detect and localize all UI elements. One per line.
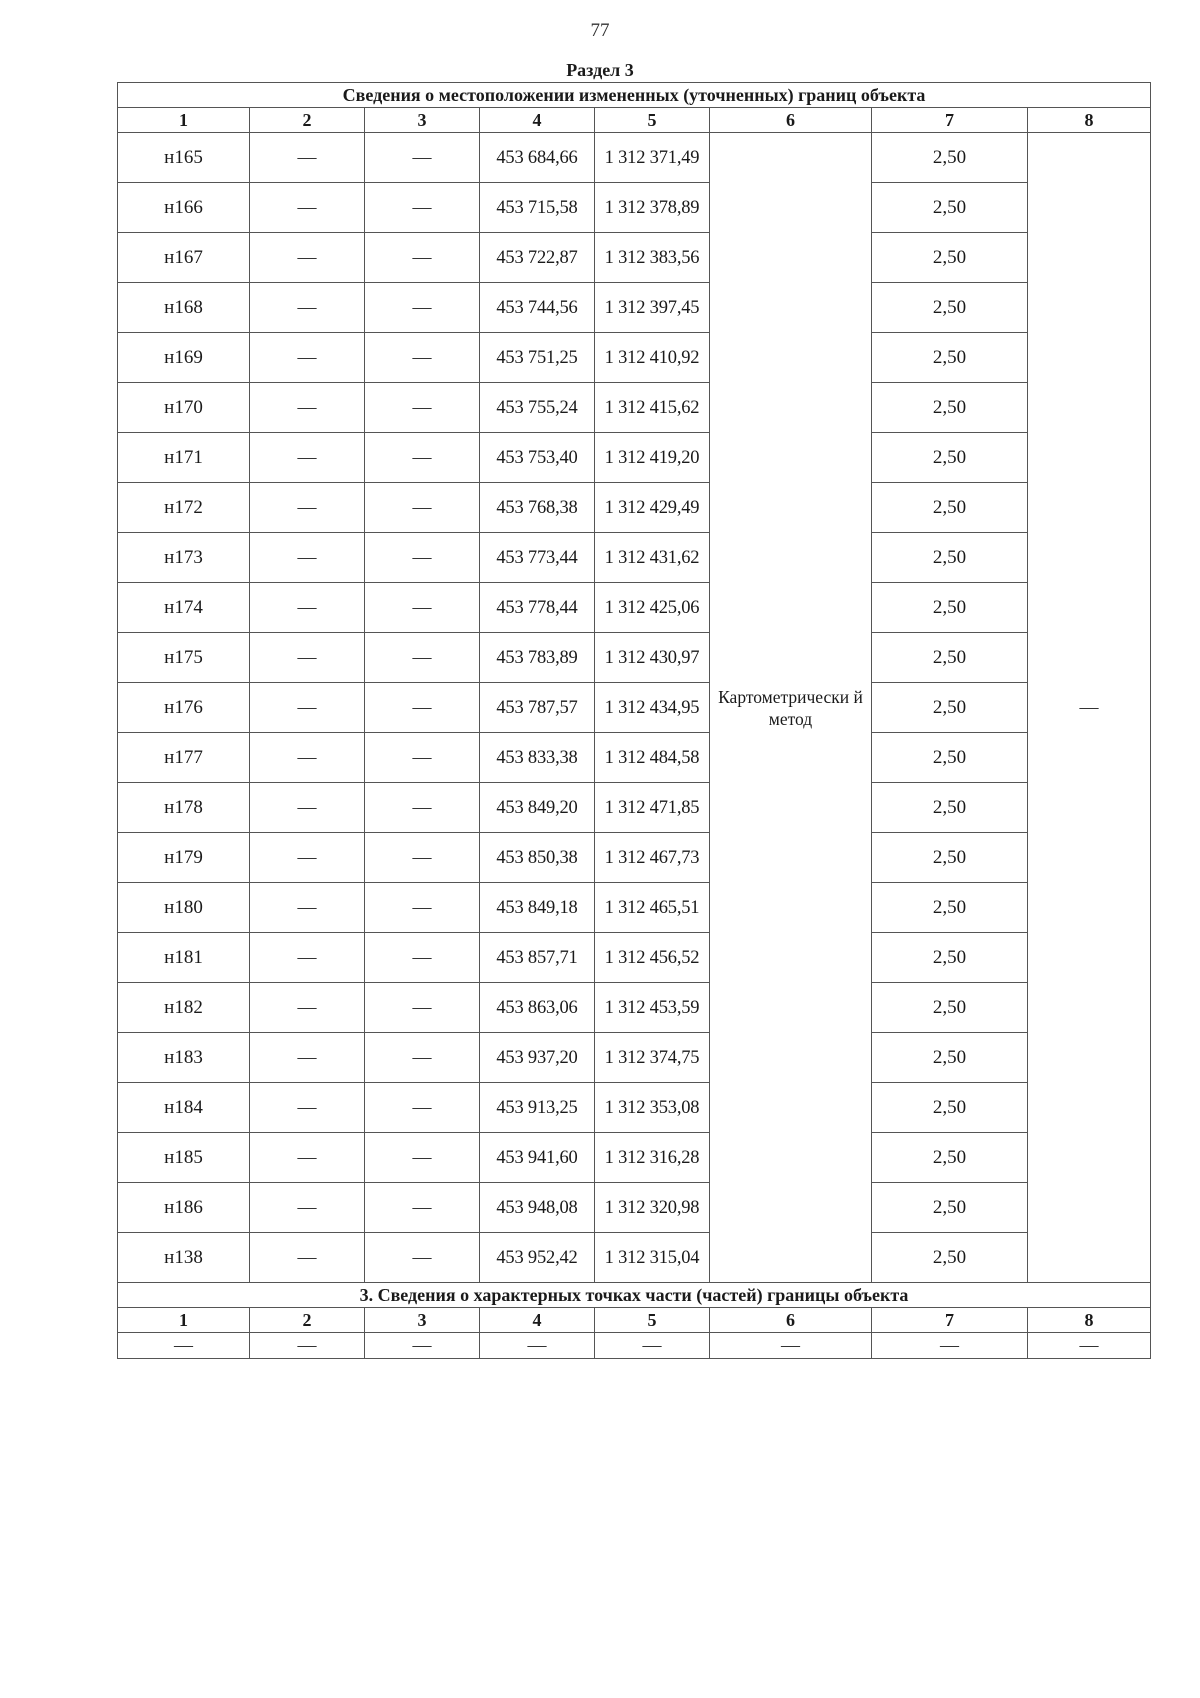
point-cell: н183	[118, 1033, 250, 1083]
point-cell: н179	[118, 833, 250, 883]
point-cell: н174	[118, 583, 250, 633]
y-coordinate-cell: 1 312 378,89	[595, 183, 710, 233]
accuracy-cell: 2,50	[872, 1083, 1028, 1133]
accuracy-cell: 2,50	[872, 383, 1028, 433]
y-coordinate-cell: 1 312 415,62	[595, 383, 710, 433]
table-row	[118, 833, 1151, 883]
col2-cell: —	[250, 883, 365, 933]
accuracy-cell: 2,50	[872, 433, 1028, 483]
col2-cell: —	[250, 133, 365, 183]
y-coordinate-cell: 1 312 320,98	[595, 1183, 710, 1233]
x-coordinate-cell: 453 850,38	[480, 833, 595, 883]
y-coordinate-cell: 1 312 419,20	[595, 433, 710, 483]
col3-cell: —	[365, 933, 480, 983]
accuracy-cell: 2,50	[872, 983, 1028, 1033]
table1-title: Сведения о местоположении измененных (уточненных) границ объекта	[118, 83, 1151, 108]
col2-cell: —	[250, 1033, 365, 1083]
col2-cell: —	[250, 1083, 365, 1133]
accuracy-cell: 2,50	[872, 283, 1028, 333]
accuracy-cell: 2,50	[872, 483, 1028, 533]
table-row	[118, 433, 1151, 483]
point-cell: н176	[118, 683, 250, 733]
table2-cell-6: —	[710, 1333, 872, 1359]
point-cell: н138	[118, 1233, 250, 1283]
y-coordinate-cell: 1 312 434,95	[595, 683, 710, 733]
y-coordinate-cell: 1 312 467,73	[595, 833, 710, 883]
col3-cell: —	[365, 1033, 480, 1083]
col3-cell: —	[365, 583, 480, 633]
col2-cell: —	[250, 1233, 365, 1283]
table-row	[118, 133, 1151, 183]
accuracy-cell: 2,50	[872, 683, 1028, 733]
y-coordinate-cell: 1 312 430,97	[595, 633, 710, 683]
point-cell: н184	[118, 1083, 250, 1133]
x-coordinate-cell: 453 722,87	[480, 233, 595, 283]
col3-cell: —	[365, 1133, 480, 1183]
col2-cell: —	[250, 733, 365, 783]
accuracy-cell: 2,50	[872, 1133, 1028, 1183]
col2-cell: —	[250, 633, 365, 683]
table2-cell-1: —	[118, 1333, 250, 1359]
table2-header-row	[118, 1308, 1151, 1333]
col3-cell: —	[365, 1083, 480, 1133]
x-coordinate-cell: 453 941,60	[480, 1133, 595, 1183]
col8-cell: —	[1028, 133, 1151, 1283]
col3-cell: —	[365, 633, 480, 683]
col3-cell: —	[365, 1233, 480, 1283]
table-row	[118, 783, 1151, 833]
point-cell: н166	[118, 183, 250, 233]
x-coordinate-cell: 453 751,25	[480, 333, 595, 383]
point-cell: н171	[118, 433, 250, 483]
col2-cell: —	[250, 433, 365, 483]
x-coordinate-cell: 453 778,44	[480, 583, 595, 633]
y-coordinate-cell: 1 312 316,28	[595, 1133, 710, 1183]
accuracy-cell: 2,50	[872, 733, 1028, 783]
method-cell: Картометрически й метод	[710, 133, 872, 1283]
col3-cell: —	[365, 683, 480, 733]
col3-cell: —	[365, 733, 480, 783]
table-row	[118, 1183, 1151, 1233]
point-cell: н178	[118, 783, 250, 833]
accuracy-cell: 2,50	[872, 533, 1028, 583]
table2-header-1: 1	[118, 1308, 250, 1333]
table1-header-3: 3	[365, 108, 480, 133]
accuracy-cell: 2,50	[872, 1033, 1028, 1083]
col2-cell: —	[250, 333, 365, 383]
x-coordinate-cell: 453 937,20	[480, 1033, 595, 1083]
col3-cell: —	[365, 883, 480, 933]
x-coordinate-cell: 453 744,56	[480, 283, 595, 333]
col2-cell: —	[250, 483, 365, 533]
col2-cell: —	[250, 683, 365, 733]
col3-cell: —	[365, 233, 480, 283]
accuracy-cell: 2,50	[872, 833, 1028, 883]
accuracy-cell: 2,50	[872, 583, 1028, 633]
y-coordinate-cell: 1 312 484,58	[595, 733, 710, 783]
table2-cell-4: —	[480, 1333, 595, 1359]
x-coordinate-cell: 453 913,25	[480, 1083, 595, 1133]
col3-cell: —	[365, 383, 480, 433]
col2-cell: —	[250, 383, 365, 433]
accuracy-cell: 2,50	[872, 333, 1028, 383]
y-coordinate-cell: 1 312 429,49	[595, 483, 710, 533]
table2-title: 3. Сведения о характерных точках части (частей) границы объекта	[118, 1283, 1151, 1308]
x-coordinate-cell: 453 773,44	[480, 533, 595, 583]
table-row	[118, 183, 1151, 233]
table-row	[118, 983, 1151, 1033]
table-row	[118, 583, 1151, 633]
col2-cell: —	[250, 833, 365, 883]
table1-header-4: 4	[480, 108, 595, 133]
x-coordinate-cell: 453 768,38	[480, 483, 595, 533]
y-coordinate-cell: 1 312 397,45	[595, 283, 710, 333]
table-row	[118, 533, 1151, 583]
y-coordinate-cell: 1 312 353,08	[595, 1083, 710, 1133]
table1-header-1: 1	[118, 108, 250, 133]
table-row	[118, 933, 1151, 983]
x-coordinate-cell: 453 715,58	[480, 183, 595, 233]
col2-cell: —	[250, 983, 365, 1033]
y-coordinate-cell: 1 312 371,49	[595, 133, 710, 183]
table2-header-2: 2	[250, 1308, 365, 1333]
accuracy-cell: 2,50	[872, 1233, 1028, 1283]
col3-cell: —	[365, 433, 480, 483]
col2-cell: —	[250, 783, 365, 833]
point-cell: н167	[118, 233, 250, 283]
accuracy-cell: 2,50	[872, 633, 1028, 683]
col3-cell: —	[365, 533, 480, 583]
x-coordinate-cell: 453 783,89	[480, 633, 595, 683]
col3-cell: —	[365, 833, 480, 883]
accuracy-cell: 2,50	[872, 133, 1028, 183]
table2-cell-7: —	[872, 1333, 1028, 1359]
x-coordinate-cell: 453 952,42	[480, 1233, 595, 1283]
table2-header-7: 7	[872, 1308, 1028, 1333]
point-cell: н181	[118, 933, 250, 983]
col2-cell: —	[250, 933, 365, 983]
x-coordinate-cell: 453 755,24	[480, 383, 595, 433]
table1-header-row	[118, 108, 1151, 133]
accuracy-cell: 2,50	[872, 933, 1028, 983]
table1-header-6: 6	[710, 108, 872, 133]
point-cell: н165	[118, 133, 250, 183]
boundary-coordinates-table	[117, 82, 1151, 1359]
table-row	[118, 1233, 1151, 1283]
table1-header-5: 5	[595, 108, 710, 133]
x-coordinate-cell: 453 857,71	[480, 933, 595, 983]
table-row	[118, 633, 1151, 683]
point-cell: н182	[118, 983, 250, 1033]
col3-cell: —	[365, 983, 480, 1033]
x-coordinate-cell: 453 753,40	[480, 433, 595, 483]
table-row	[118, 283, 1151, 333]
table2-cell-2: —	[250, 1333, 365, 1359]
y-coordinate-cell: 1 312 453,59	[595, 983, 710, 1033]
table-row	[118, 683, 1151, 733]
point-cell: н185	[118, 1133, 250, 1183]
accuracy-cell: 2,50	[872, 233, 1028, 283]
col2-cell: —	[250, 583, 365, 633]
table2-cell-3: —	[365, 1333, 480, 1359]
y-coordinate-cell: 1 312 410,92	[595, 333, 710, 383]
point-cell: н180	[118, 883, 250, 933]
accuracy-cell: 2,50	[872, 1183, 1028, 1233]
x-coordinate-cell: 453 684,66	[480, 133, 595, 183]
table-row	[118, 1133, 1151, 1183]
col3-cell: —	[365, 1183, 480, 1233]
y-coordinate-cell: 1 312 425,06	[595, 583, 710, 633]
y-coordinate-cell: 1 312 465,51	[595, 883, 710, 933]
table2-cell-5: —	[595, 1333, 710, 1359]
col2-cell: —	[250, 1133, 365, 1183]
table-row	[118, 383, 1151, 433]
col2-cell: —	[250, 183, 365, 233]
point-cell: н177	[118, 733, 250, 783]
table-row	[118, 1083, 1151, 1133]
x-coordinate-cell: 453 863,06	[480, 983, 595, 1033]
table1-header-2: 2	[250, 108, 365, 133]
page-number: 77	[590, 20, 610, 41]
point-cell: н170	[118, 383, 250, 433]
y-coordinate-cell: 1 312 456,52	[595, 933, 710, 983]
table-row	[118, 233, 1151, 283]
point-cell: н186	[118, 1183, 250, 1233]
y-coordinate-cell: 1 312 374,75	[595, 1033, 710, 1083]
col2-cell: —	[250, 233, 365, 283]
point-cell: н169	[118, 333, 250, 383]
point-cell: н173	[118, 533, 250, 583]
table2-cell-8: —	[1028, 1333, 1151, 1359]
col2-cell: —	[250, 283, 365, 333]
point-cell: н172	[118, 483, 250, 533]
y-coordinate-cell: 1 312 471,85	[595, 783, 710, 833]
table-row	[118, 333, 1151, 383]
y-coordinate-cell: 1 312 315,04	[595, 1233, 710, 1283]
table2-header-4: 4	[480, 1308, 595, 1333]
point-cell: н175	[118, 633, 250, 683]
col3-cell: —	[365, 133, 480, 183]
section-title: Раздел 3	[566, 60, 634, 80]
table-row	[118, 883, 1151, 933]
col3-cell: —	[365, 783, 480, 833]
table2-header-5: 5	[595, 1308, 710, 1333]
col3-cell: —	[365, 283, 480, 333]
table2-header-3: 3	[365, 1308, 480, 1333]
col3-cell: —	[365, 183, 480, 233]
table2-row	[118, 1333, 1151, 1359]
point-cell: н168	[118, 283, 250, 333]
table1-title-row	[118, 83, 1151, 108]
x-coordinate-cell: 453 849,18	[480, 883, 595, 933]
x-coordinate-cell: 453 948,08	[480, 1183, 595, 1233]
table-row	[118, 733, 1151, 783]
table2-header-8: 8	[1028, 1308, 1151, 1333]
x-coordinate-cell: 453 787,57	[480, 683, 595, 733]
col3-cell: —	[365, 483, 480, 533]
y-coordinate-cell: 1 312 431,62	[595, 533, 710, 583]
x-coordinate-cell: 453 849,20	[480, 783, 595, 833]
table-row	[118, 1033, 1151, 1083]
col3-cell: —	[365, 333, 480, 383]
table2-header-6: 6	[710, 1308, 872, 1333]
y-coordinate-cell: 1 312 383,56	[595, 233, 710, 283]
col2-cell: —	[250, 533, 365, 583]
accuracy-cell: 2,50	[872, 183, 1028, 233]
table1-header-7: 7	[872, 108, 1028, 133]
table-row	[118, 483, 1151, 533]
accuracy-cell: 2,50	[872, 783, 1028, 833]
x-coordinate-cell: 453 833,38	[480, 733, 595, 783]
accuracy-cell: 2,50	[872, 883, 1028, 933]
table1-header-8: 8	[1028, 108, 1151, 133]
col2-cell: —	[250, 1183, 365, 1233]
table2-title-row	[118, 1283, 1151, 1308]
